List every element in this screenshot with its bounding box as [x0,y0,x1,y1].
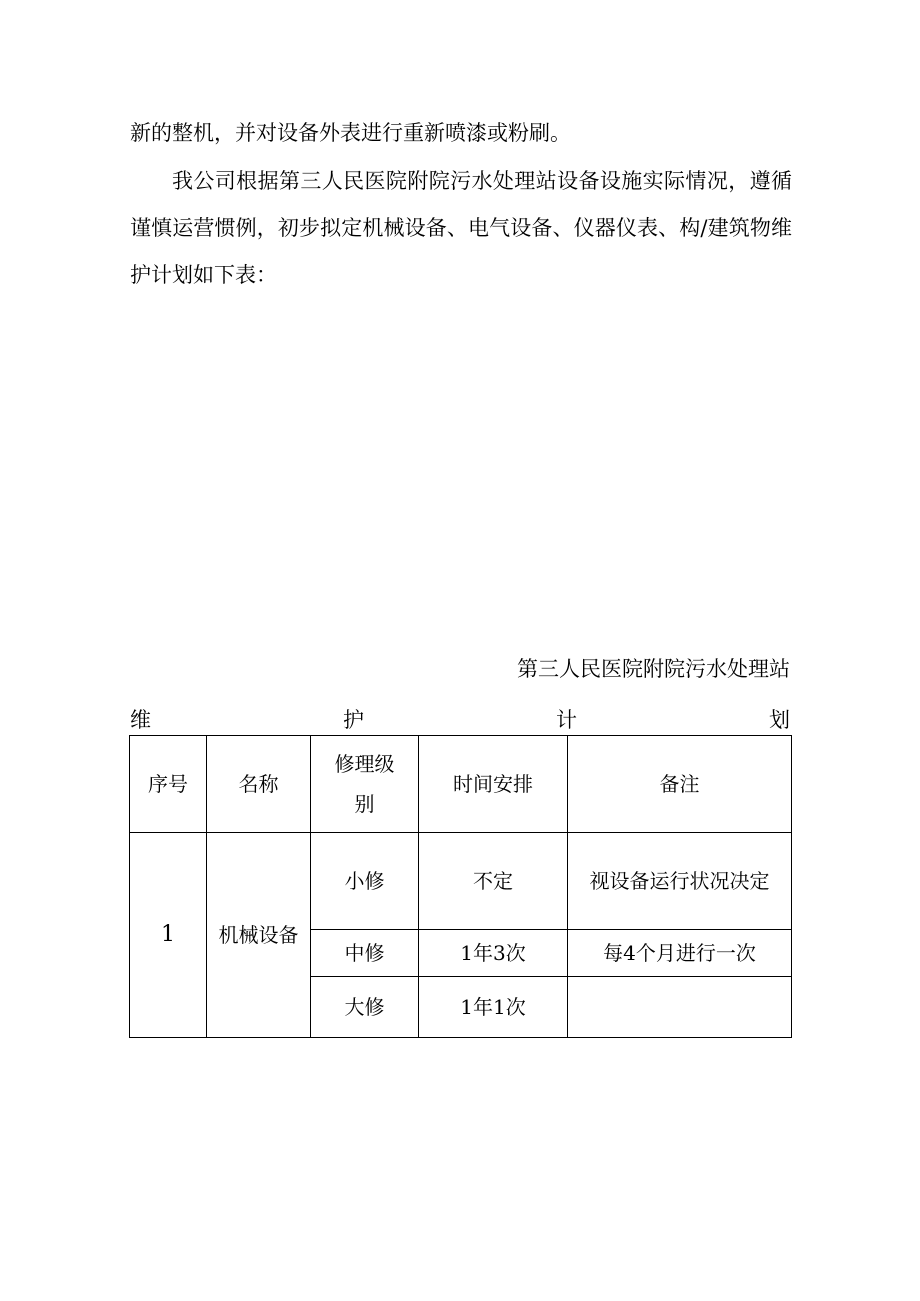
header-index: 序号 [130,736,207,833]
header-schedule: 时间安排 [419,736,568,833]
paragraph-1: 新的整机，并对设备外表进行重新喷漆或粉刷。 [130,121,571,145]
row-name: 机械设备 [207,833,311,1038]
row-note [568,977,792,1038]
paragraph-2: 我公司根据第三人民医院附院污水处理站设备设施实际情况，遵循谨慎运营惯例，初步拟定机械设备、电气设备、仪器仪表、构/建筑物维护计划如下表： [130,169,792,287]
header-note: 备注 [568,736,792,833]
row-level: 中修 [311,930,419,977]
table-caption-subtitle [130,703,790,737]
header-level [311,736,419,833]
row-note: 视设备运行状况决定 [568,833,792,930]
caption-char: 划 [769,708,790,732]
row-schedule: 不定 [419,833,568,930]
header-name: 名称 [207,736,311,833]
row-level: 小修 [311,833,419,930]
table-row [130,833,792,930]
caption-char: 计 [556,708,577,732]
caption-char: 护 [343,708,364,732]
row-schedule: 1年1次 [419,977,568,1038]
header-level-text: 修理级别 [334,752,395,816]
table-header-row [130,736,792,833]
caption-char: 维 [130,708,151,732]
row-level: 大修 [311,977,419,1038]
maintenance-plan-table [129,735,792,1038]
row-note: 每4个月进行一次 [568,930,792,977]
row-schedule: 1年3次 [419,930,568,977]
row-index: 1 [130,833,207,1038]
table-caption-title: 第三人民医院附院污水处理站 [517,657,790,681]
